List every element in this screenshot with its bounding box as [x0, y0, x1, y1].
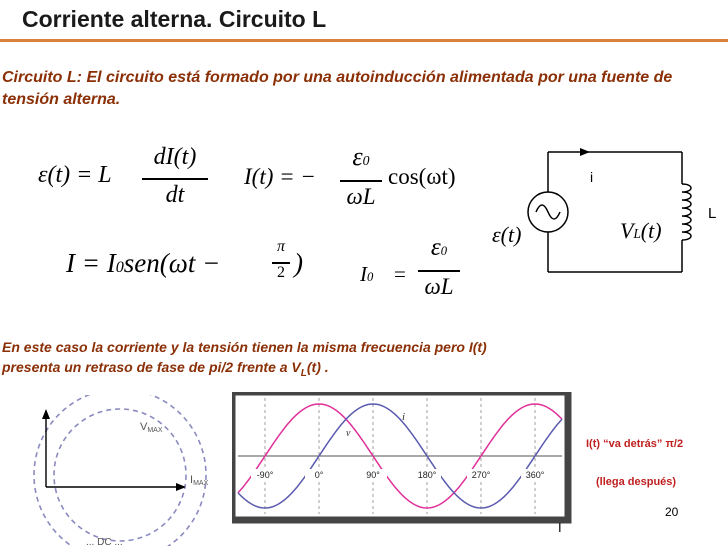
eq4-fraction-bar [418, 270, 460, 272]
tick-label: -90° [256, 470, 274, 480]
circuit-diagram [486, 140, 728, 290]
note-line-1: En este caso la corriente y la tensión tienen la misma frecuencia pero I(t) [2, 339, 487, 355]
wave-voltage-label: v [346, 428, 351, 439]
eq4-epsilon-sub: 0 [440, 244, 448, 258]
page-number: 20 [665, 505, 679, 519]
phasor-vmax-sub: MAX [147, 427, 163, 434]
phasor-v-arrow-icon [42, 409, 50, 419]
eq3-numerator: π [276, 238, 285, 255]
eq3-denominator: 2 [277, 264, 285, 281]
circuit-current-label: i [590, 169, 594, 185]
eq3-sub: 0 [115, 258, 124, 276]
slide-title: Corriente alterna. Circuito L [22, 6, 327, 32]
note-line-2 [2, 357, 702, 384]
eq3-main [66, 248, 220, 279]
phasor-inner-circle [54, 409, 186, 541]
eq4-numerator [416, 234, 462, 262]
callout-arrives-later: (llega después) [596, 476, 677, 488]
note-line-2-sub: L [300, 367, 307, 379]
equation-amplitude [360, 234, 480, 310]
tick-label: 360° [525, 470, 545, 480]
waveform-plot [232, 392, 572, 546]
eq1-denominator: dt [165, 182, 185, 208]
inductor-coil [682, 184, 691, 240]
wave-bottom-label: I [558, 520, 562, 535]
note-line-2-pre: presenta un retraso de fase de pi/2 frente a V [2, 359, 301, 375]
phasor-diagram [10, 395, 230, 546]
eq3-close: ) [294, 248, 303, 278]
intro-paragraph [2, 67, 702, 111]
eq3-i-eq: I = I [66, 248, 116, 278]
phasor-vmax-main: V [140, 421, 148, 433]
eq4-denominator: ωL [424, 274, 454, 299]
explanation-note [2, 337, 702, 384]
eq3-rest: sen(ωt − [123, 248, 221, 278]
callout-lag: I(t) “va detrás” π/2 [586, 438, 684, 450]
tick-label: 270° [471, 470, 491, 480]
intro-text: El circuito está formado por una autoinducción alimentada por una fuente de tensión alterna. [2, 69, 673, 108]
circuit-source-label: ε(t) [492, 222, 522, 247]
eq2-epsilon-sub: 0 [362, 153, 370, 168]
eq4-sub: 0 [367, 270, 374, 284]
phasor-outer-circle [34, 395, 206, 546]
equation-current [244, 142, 484, 220]
vl-end: (t) [640, 218, 662, 243]
phasor-imax-main: I [190, 474, 194, 486]
eq4-equals: = [394, 262, 406, 286]
intro-label: Circuito L: [2, 69, 82, 86]
eq4-epsilon: ε [430, 234, 441, 261]
tick-label: 180° [417, 470, 437, 480]
eq2-denominator: ωL [346, 184, 376, 209]
phasor-i-arrow-icon [176, 483, 186, 491]
tick-label: 0° [314, 470, 324, 480]
eq4-lhs [360, 262, 373, 287]
current-arrow-icon [580, 148, 590, 156]
ac-source-sine [536, 205, 560, 219]
vl-sub: L [633, 226, 641, 241]
eq2-rhs: cos(ωt) [388, 164, 456, 189]
eq4-i: I [360, 262, 367, 286]
title-underline [0, 39, 728, 42]
equation-current-sine [66, 240, 326, 300]
circuit-voltage-label [620, 218, 662, 244]
eq1-fraction-bar [142, 178, 208, 180]
equation-emf [38, 144, 218, 218]
note-line-2-post: (t) . [306, 359, 329, 375]
circuit-inductor-label: L [708, 205, 717, 222]
eq1-lhs: ε(t) = L [38, 162, 112, 188]
tick-label: 90° [366, 470, 380, 480]
phasor-imax-sub: MAX [193, 480, 209, 487]
eq2-epsilon: ε [352, 142, 363, 171]
eq2-fraction-bar [340, 180, 382, 182]
wave-current-label: i [402, 411, 406, 423]
vl-main: V [620, 218, 634, 243]
eq2-numerator [338, 142, 384, 172]
eq1-numerator: dI(t) [153, 144, 197, 170]
phasor-caption-fragment: ... DC ... [86, 537, 123, 546]
eq2-lhs: I(t) = − [244, 164, 316, 189]
